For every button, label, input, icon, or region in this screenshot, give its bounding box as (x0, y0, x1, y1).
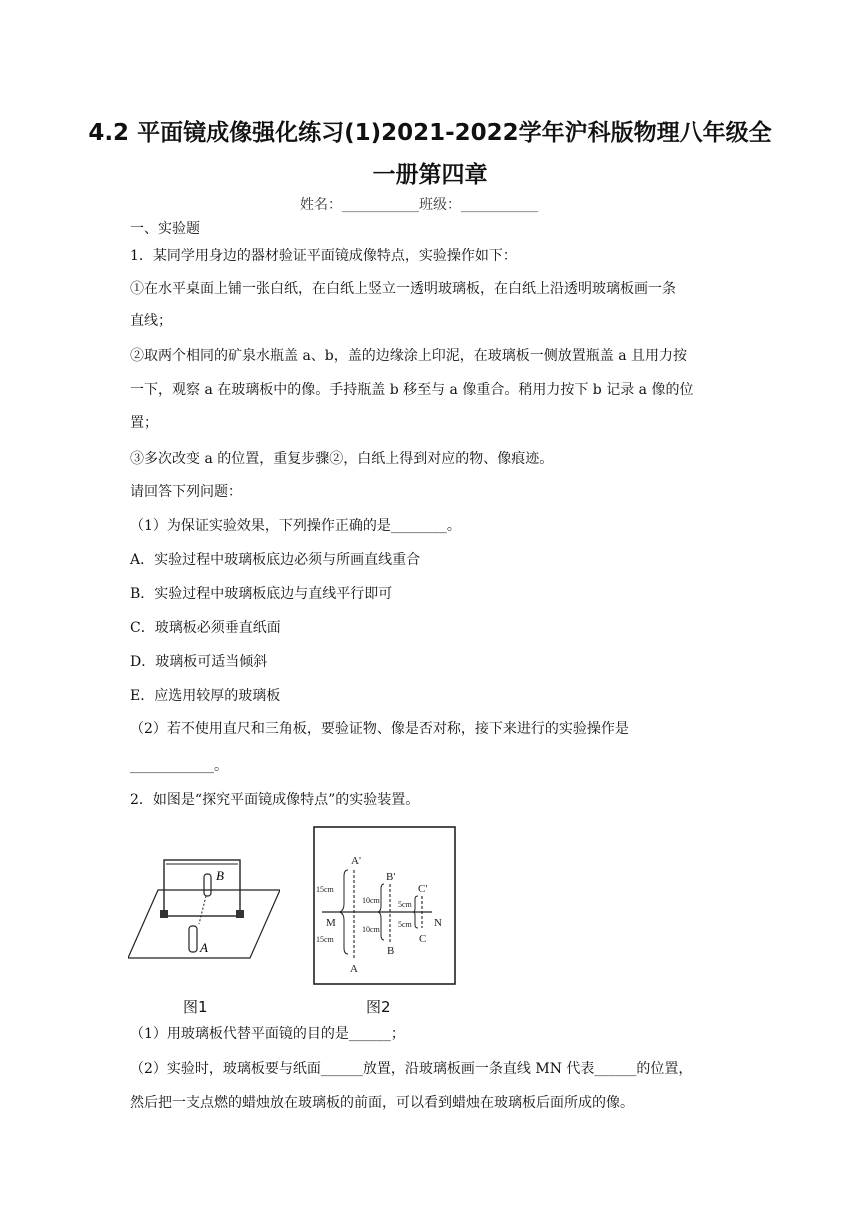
q1-option-c: C．玻璃板必须垂直纸面 (130, 620, 281, 636)
q1-option-b: B．实验过程中玻璃板底边与直线平行即可 (130, 586, 393, 602)
figure2-label-m: M (326, 917, 336, 929)
figure1-caption: 图1 (183, 998, 208, 1016)
figure2-caption: 图2 (366, 998, 391, 1016)
q1-step2-line2: 一下，观察 a 在玻璃板中的像。手持瓶盖 b 移至与 a 像重合。稍用力按下 b 记录 a 像的位 (130, 382, 694, 398)
q1-step2-line3: 置； (130, 415, 158, 431)
figure2-label-b-prime: B' (386, 871, 396, 883)
q1-stem: 1．某同学用身边的器材验证平面镜成像特点，实验操作如下： (130, 248, 517, 264)
q1-step1-line2: 直线； (130, 313, 172, 329)
page-title-line1: 4.2 平面镜成像强化练习(1)2021-2022学年沪科版物理八年级全 (88, 120, 772, 146)
figure2-label-b: B (387, 945, 395, 957)
figure2-topview-diagram (312, 826, 458, 986)
q2-stem: 2．如图是“探究平面镜成像特点”的实验装置。 (130, 792, 420, 808)
q1-option-e: E．应选用较厚的玻璃板 (130, 688, 281, 704)
figure2-distance-5cm-top: 5cm (398, 900, 412, 909)
q1-ask: 请回答下列问题： (130, 484, 242, 500)
figure2-label-a: A (350, 963, 358, 975)
q1-step3: ③多次改变 a 的位置，重复步骤②，白纸上得到对应的物、像痕迹。 (130, 451, 554, 467)
figure2-distance-10cm-bottom: 10cm (362, 925, 380, 934)
name-class-line: 姓名：___________班级：___________ (300, 197, 538, 213)
figure2-distance-10cm-top: 10cm (362, 896, 380, 905)
section-heading: 一、实验题 (130, 221, 200, 237)
q1-sub2-line2: ____________。 (130, 758, 228, 774)
figure2-label-c: C (419, 933, 427, 945)
figure2-label-n: N (434, 917, 442, 929)
figure2-distance-5cm-bottom: 5cm (398, 920, 412, 929)
q1-step2-line1: ②取两个相同的矿泉水瓶盖 a、b，盖的边缘涂上印泥，在玻璃板一侧放置瓶盖 a 且用力按 (130, 348, 688, 364)
page-title-line2: 一册第四章 (372, 162, 488, 188)
q1-step1-line1: ①在水平桌面上铺一张白纸，在白纸上竖立一透明玻璃板，在白纸上沿透明玻璃板画一条 (130, 281, 676, 297)
figure1-label-a: A (200, 940, 208, 955)
figure1-setup-diagram (128, 852, 280, 964)
figure1-label-b: B (216, 868, 224, 883)
q1-option-a: A．实验过程中玻璃板底边必须与所画直线重合 (130, 552, 421, 568)
q1-sub1: （1）为保证实验效果，下列操作正确的是________。 (130, 518, 461, 534)
q1-sub2-line1: （2）若不使用直尺和三角板，要验证物、像是否对称，接下来进行的实验操作是 (130, 721, 629, 737)
figure2-distance-15cm-bottom: 15cm (316, 935, 334, 944)
figure2-label-a-prime: A' (351, 855, 361, 867)
figure2-distance-15cm-top: 15cm (316, 885, 334, 894)
figure2-label-c-prime: C' (418, 883, 428, 895)
q2-sub2-line2: 然后把一支点燃的蜡烛放在玻璃板的前面，可以看到蜡烛在玻璃板后面所成的像。 (130, 1095, 634, 1111)
q2-sub2-line1: （2）实验时，玻璃板要与纸面______放置，沿玻璃板画一条直线 MN 代表______的位置， (130, 1061, 693, 1077)
q1-option-d: D．玻璃板可适当倾斜 (130, 654, 268, 670)
q2-sub1: （1）用玻璃板代替平面镜的目的是______； (130, 1026, 405, 1042)
